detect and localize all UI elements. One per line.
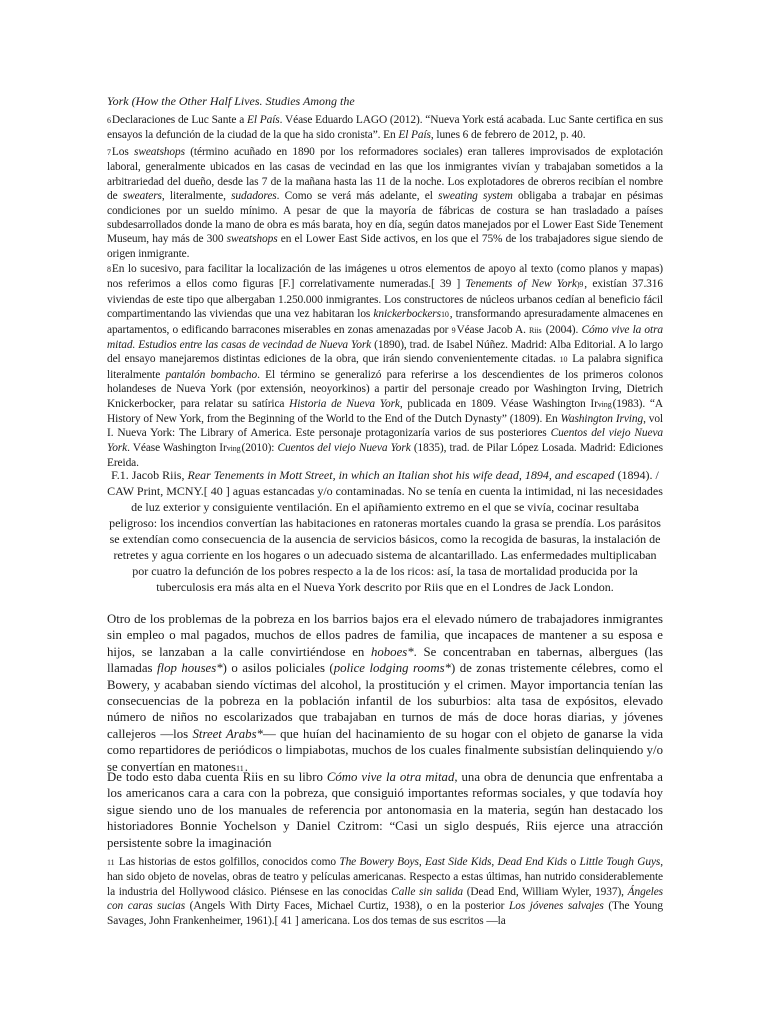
text: Véase Jacob A.	[456, 323, 530, 336]
text: (término acuñado en 1890 por los reformadores sociales) eran talleres improvisados de explotación laboral, generalmente ubicados en las casas de vecindad en las que los inmigrantes vivían y trabajaban sometidos a la arbitrariedad del dueño, desde las 7 de la mañana hasta las 11 de la noche. Los explotadores de obreros recibían el nombre de	[107, 146, 663, 203]
footnote-number: 6	[107, 116, 111, 125]
text: . El término se generalizó para referirse a los descendientes de los primeros colonos holandeses de Nueva York (por extensión, neoyorkinos) a partir del personaje creado por Washington Irving, Dietrich Knickerbocker, para relatar su satírica	[107, 368, 663, 410]
text: , han sido objeto de novelas, obras de teatro y películas americanas. Respecto a estas últimas, han nutrido considerablemente la industria del Hollywood clásico. Piénsese en las conocidas	[107, 856, 664, 898]
italic-text: pantalón bombacho	[165, 368, 258, 381]
footnote-number: 8	[107, 265, 111, 274]
italic-text: East Side Kids	[424, 856, 492, 868]
italic-text: Washington Irving	[560, 413, 644, 426]
text: (2010):	[241, 441, 278, 454]
italic-text: Cómo vive la otra mitad. Estudios entre las casas de vecindad de Nueva York	[107, 323, 664, 352]
text: en el Lower East Side activos, en los que el 75% de los trabajadores sigue siendo de origen inmigrante.	[107, 233, 663, 260]
text: (Angels With Dirty Faces, Michael Curtiz, 1938), o en la posterior	[185, 900, 509, 913]
footnote-7	[107, 145, 663, 261]
footnote-number: 11	[107, 858, 115, 867]
text: , literalmente,	[161, 190, 232, 203]
footnote-11	[107, 855, 663, 928]
italic-text: sweating system	[438, 190, 513, 203]
italic-text: The Bowery Boys	[339, 856, 419, 868]
text: . Véase Eduardo LAGO (2012). “Nueva York está acabada. Luc Sante certifica en sus ensayos la defunción de la ciudad de la que ha sido cronista”. En	[107, 114, 664, 142]
footnote-number: 9	[451, 325, 456, 335]
footnote-ref: 10	[440, 310, 449, 320]
text: , lunes 6 de febrero de 2012, p. 40.	[430, 129, 586, 142]
text: o	[567, 856, 580, 868]
small-caps-name: ving	[597, 399, 612, 409]
body-paragraph-2	[107, 769, 663, 851]
italic-text: sweaters	[122, 190, 162, 203]
footnote-8-and-body	[107, 262, 663, 471]
italic-text: El País	[398, 129, 431, 142]
text: (2004).	[542, 323, 582, 336]
text: , una obra de denuncia que enfrentaba a los americanos cara a cara con la pobreza, que consiguió importantes reformas sociales, y que todavía hoy sigue siendo uno de los manuales de referencia por antonomasia en la materia, según han destacado los historiadores Bonnie Yochelson y Daniel Czitrom: “Casi un siglo después, Riis ejerce una atracción persistente sobre la imaginación	[107, 770, 663, 850]
italic-text: hoboes*	[370, 644, 414, 659]
footnote-number: 7	[107, 148, 111, 157]
italic-text: sweatshops	[134, 146, 185, 158]
text: . Véase Washington Ir	[127, 441, 227, 454]
italic-text: Street Arabs*	[192, 726, 263, 741]
text: , transformando apresuradamente almacenes en apartamentos, o edificando barracones miserables en zonas amenazadas por	[107, 308, 663, 336]
footnote-ref: )9	[576, 280, 584, 290]
text: Otro de los problemas de la pobreza en los barrios bajos era el elevado número de trabajadores inmigrantes sin empleo o mal pagados, muchos de ellos padres de familia, que incapaces de mantener a su esposa e hijos, se lanzaban a la calle convirtiéndose en	[107, 612, 663, 659]
text: Las historias de estos golfillos, conocidos como	[115, 856, 340, 868]
italic-text: police lodging rooms*	[333, 661, 451, 676]
text: En lo sucesivo, para facilitar la localización de las imágenes u otros elementos de apoyo al texto (como planos y mapas) nos referimos a ellos como figuras [F.] correlativamente numeradas.[ 39 ]	[107, 263, 663, 291]
text: (1890), trad. de Isabel Núñez. Madrid: Alba Editorial. A lo largo del ensayo manejaremos distintas ediciones de la obra, que irán siendo convenientemente citadas.	[107, 339, 663, 366]
text: (1983). “A History of New York, from the Beginning of the World to the End of the Dutch Dynasty” (1809). En	[107, 397, 663, 426]
footnote-number: 10	[559, 355, 568, 365]
text: .	[244, 759, 248, 774]
italic-text: Dead End Kids	[497, 856, 568, 868]
text: obligaba a trabajar en pésimas condiciones por un sueldo mínimo. A pesar de que la mayoría de fábricas de costura se han trasladado a países subdesarrollados donde la mano de obra es más barata, hoy en día, según datos manejados por el Lower East Side Tenement Museum, hay más de 300	[107, 190, 663, 246]
text: . Se concentraban en tabernas, albergues (las llamadas	[107, 644, 663, 676]
text: (The Young Savages, John Frankenheimer, 1961).[ 41 ] americana. Los dos temas de sus escritos —la	[107, 900, 663, 927]
italic-text: Cuentos del viejo Nueva York	[277, 441, 411, 454]
text: (Dead End, William Wyler, 1937),	[463, 885, 628, 898]
text: De todo esto daba cuenta Riis en su libro	[107, 770, 327, 784]
text: Declaraciones de Luc Sante a	[111, 114, 247, 126]
text: (1835), trad. de Pilar López Losada. Madrid: Ediciones Ereida.	[107, 441, 663, 470]
italic-text: Historia de Nueva York	[289, 397, 400, 410]
body-paragraph-1	[107, 611, 663, 777]
italic-text: knickerbockers	[373, 308, 441, 321]
text: , publicada en 1809. Véase Washington Ir	[399, 397, 598, 410]
text: . Como se verá más adelante, el	[276, 190, 439, 203]
small-caps-name: ving	[226, 443, 241, 453]
text: — que huían del hacinamiento de su hogar con el objeto de ganarse la vida como repartidores de periódicos o limpiabotas, muchos de los cuales finalmente subsistían delinquiendo y/o se convertían en matones	[107, 726, 663, 774]
text: ) de zonas tristemente célebres, como el Bowery, y acababan siendo víctimas del alcohol, la prostitución y el crimen. Mayor importancia tenían las consecuencias de la pobreza en la población infantil de los suburbios: alta tasa de expósitos, elevado número de niños no escolarizados que trabajaban en turnos de más de doce horas diarias, y jóvenes callejeros —los	[107, 661, 664, 741]
italic-text: El País	[247, 114, 280, 126]
text: , existían 37.316 viviendas de este tipo que albergaban 1.250.000 inmigrantes. Los constructores de núcleos urbanos cedían al beneficio fácil compartimentando las viviendas que una vez habitaran los	[107, 278, 663, 321]
text: ) o asilos policiales (	[222, 661, 334, 676]
italic-text: Cómo vive la otra mitad	[326, 770, 455, 784]
text: , vol I. Nueva York: The Library of America. Este personaje protagonizaría varios de sus posteriores	[107, 413, 663, 440]
italic-text: flop houses*	[156, 661, 223, 676]
italic-text: Cuentos del viejo Nueva York	[107, 427, 663, 454]
figure-caption	[107, 467, 663, 595]
text: Los	[111, 146, 135, 158]
running-heading: York (How the Other Half Lives. Studies Among the	[107, 94, 355, 108]
small-caps-name: Riis	[529, 325, 542, 335]
footnote-6	[107, 113, 663, 143]
italic-text: sudadores	[231, 190, 277, 203]
italic-text: Calle sin salida	[391, 885, 464, 898]
italic-text: Rear Tenements in Mott Street, in which an Italian shot his wife dead, 1894, and escaped	[187, 468, 615, 482]
footnote-ref: 11	[236, 763, 244, 773]
italic-text: sweatshops	[226, 233, 278, 246]
text: (1894). / CAW Print, MCNY.[ 40 ] aguas estancadas y/o contaminadas. No se tenía en cuenta la intimidad, ni las necesidades de luz exterior y consiguiente ventilación. En el apiñamiento extremo en el que se vivía, cocinar resultaba peligroso: los incendios convertían las habitaciones en ratoneras mortales cuando la grasa se prendía. Los parásitos se extendían como consecuencia de la ausencia de servicios básicos, como la recogida de basuras, la instalación de retretes y agua corriente en los hogares o un adecuado sistema de alcantarillado. Las enfermedades multiplicaban por cuatro la defunción de los pobres respecto a la de los ricos: así, la tasa de mortalidad producida por la tuberculosis era más alta en el Nueva York descrito por Riis que en el Londres de Jack London.	[107, 468, 663, 594]
italic-text: Little Tough Guys	[579, 856, 661, 868]
italic-text: Los jóvenes salvajes	[509, 900, 604, 913]
text: La palabra significa literalmente	[107, 353, 663, 381]
italic-text: Ángeles con caras sucias	[107, 885, 663, 913]
text: ,	[418, 856, 425, 868]
text: F.1. Jacob Riis,	[111, 468, 188, 482]
text: ,	[491, 856, 498, 868]
italic-text: Tenements of New York	[465, 278, 577, 291]
